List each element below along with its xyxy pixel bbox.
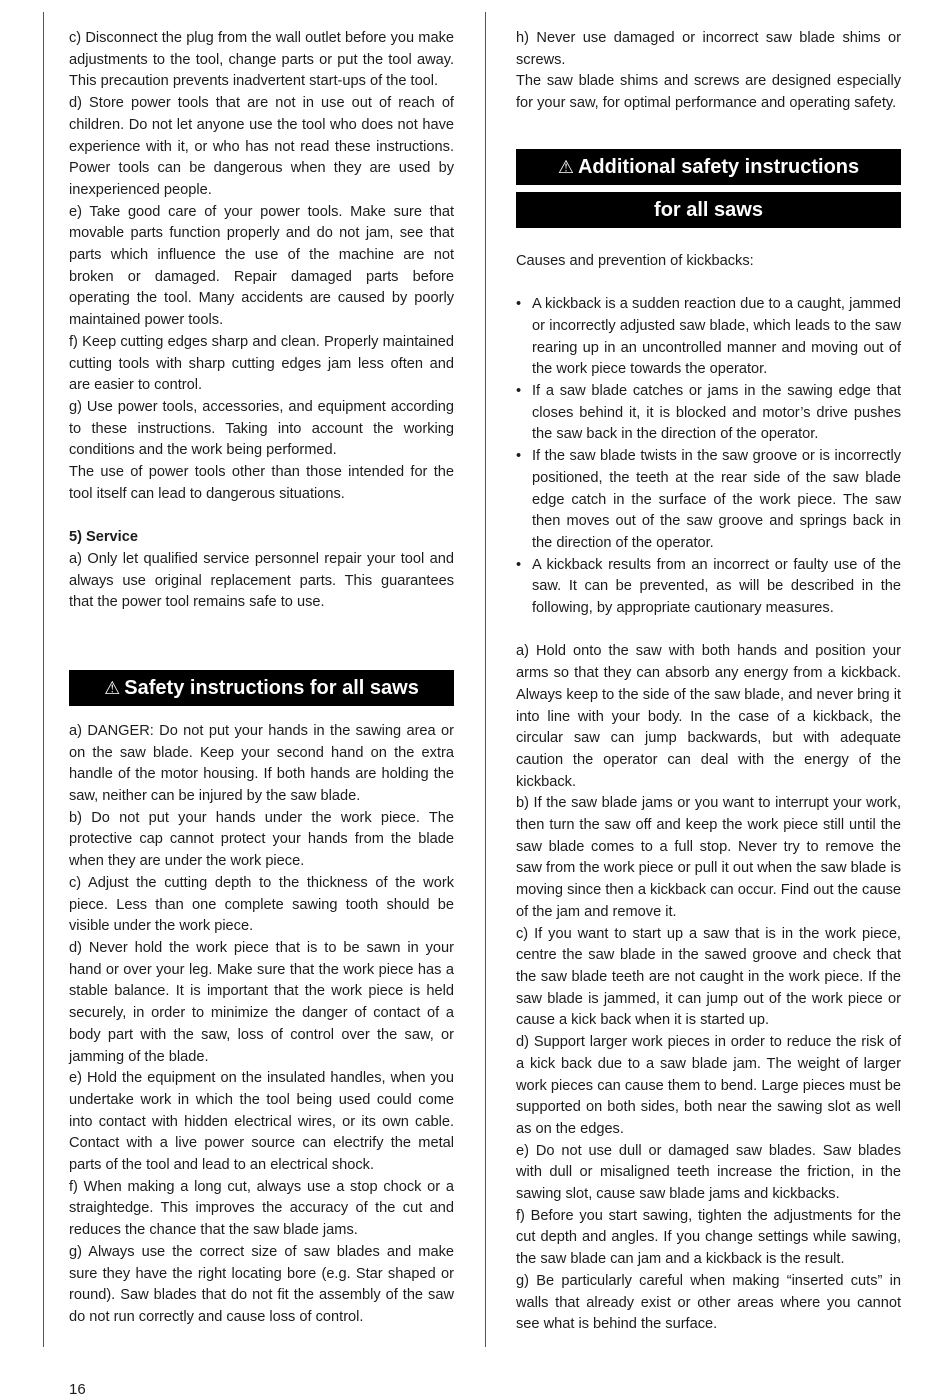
saws-paragraph-f: f) When making a long cut, always use a stop chock or a straightedge. This improves the accuracy of the cut and reduces the chance that the saw blade jams. (69, 1178, 454, 1239)
paragraph-h-continued: The saw blade shims and screws are designed especially for your saw, for optimal performance and operating safety. (516, 73, 901, 112)
right-column (516, 28, 901, 1336)
kickback-paragraph-a: a) Hold onto the saw with both hands and position your arms so that they can absorb any energy from a kickback. Always keep to the side of the saw blade, and never bring it into line with your body. In the case of a kickback, the circular saw can jump backwards, but with adequate caution the operator can deal with the energy of the kickback. (516, 643, 901, 790)
kickback-causes-list (516, 294, 901, 620)
list-item: • If a saw blade catches or jams in the sawing edge that closes behind it, it is blocked and motor’s drive pushes the saw back in the direction of the operator. (516, 381, 901, 446)
paragraph-f: f) Keep cutting edges sharp and clean. Properly maintained cutting tools with sharp cutting edges jam less often and are easier to control. (69, 333, 454, 394)
saws-paragraph-a: a) DANGER: Do not put your hands in the sawing area or on the saw blade. Keep your second hand on the extra handle of the motor housing. If both hands are holding the saw, neither can be injured by the saw blade. (69, 722, 454, 805)
saws-paragraph-b: b) Do not put your hands under the work piece. The protective cap cannot protect your hands from the blade when they are under the work piece. (69, 809, 454, 870)
warning-triangle-icon: ⚠ (557, 156, 574, 177)
kickback-paragraph-b: b) If the saw blade jams or you want to interrupt your work, then turn the saw off and keep the work piece still until the saw blade comes to a full stop. Never try to remove the saw from the work piece or pull it out when the saw blade is moving since then a kickback can occur. Find out the cause of the jam and remove it. (516, 795, 901, 920)
kickback-paragraph-d: d) Support larger work pieces in order to reduce the risk of a kick back due to a saw blade jam. The weight of larger work pieces can cause them to bend. Large pieces must be supported on both sides, both near the sawing slot as well as on the edges. (516, 1034, 901, 1137)
center-column-rule (485, 12, 486, 1347)
additional-safety-heading-bar (516, 149, 901, 185)
paragraph-c: c) Disconnect the plug from the wall outlet before you make adjustments to the tool, change parts or put the tool away. This precaution prevents inadvertent start-ups of the tool. (69, 30, 454, 90)
kickback-paragraph-f: f) Before you start sawing, tighten the adjustments for the cut depth and angles. If you change settings while sawing, the saw blade can jam and a kickback is the result. (516, 1207, 901, 1268)
kickback-paragraph-c: c) If you want to start up a saw that is in the work piece, centre the saw blade in the sawed groove and check that the saw blade teeth are not caught in the work piece. If the saw blade is jammed, it can jump out of the work piece or cause a kick back when it is started up. (516, 925, 901, 1029)
saws-paragraph-d: d) Never hold the work piece that is to be sawn in your hand or over your leg. Make sure that the work piece has a stable balance. It is important that the work piece is held securely, in order to minimize the danger of contact of a body part with the saw, loss of control over the saw, or jamming of the blade. (69, 940, 454, 1065)
paragraph-h: h) Never use damaged or incorrect saw blade shims or screws. (516, 30, 901, 68)
saws-paragraph-g: g) Always use the correct size of saw blades and make sure they have the right locating bore (e.g. Star shaped or round). Saw blades that do not fit the assembly of the saw do not run correctly and cause loss of control. (69, 1243, 454, 1325)
saws-safety-heading: Safety instructions for all saws (124, 676, 419, 699)
paragraph-d: d) Store power tools that are not in use out of reach of children. Do not let anyone use the tool who does not have experience with it, or who has not read these instructions. Power tools can be dangerous when they are used by inexperienced people. (69, 95, 454, 198)
additional-safety-heading-line2: for all saws (654, 198, 763, 221)
left-margin-rule (43, 12, 44, 1347)
paragraph-g: g) Use power tools, accessories, and equipment according to these instructions. Taking into account the working conditions and the work being performed. (69, 398, 454, 459)
list-item: • A kickback is a sudden reaction due to a caught, jammed or incorrectly adjusted saw blade, which leads to the saw rearing up in an uncontrolled manner and moving out of the work piece towards the operator. (516, 294, 901, 381)
list-item: • A kickback results from an incorrect or faulty use of the saw. It can be prevented, as will be described in the following, by appropriate cautionary measures. (516, 555, 901, 620)
saws-paragraph-c: c) Adjust the cutting depth to the thickness of the work piece. Less than one complete sawing tooth should be visible under the work piece. (69, 874, 454, 935)
page-number: 16 (69, 1381, 86, 1398)
saws-safety-heading-bar (69, 670, 454, 706)
saws-paragraph-e: e) Hold the equipment on the insulated handles, when you undertake work in which the tool being used could come into contact with hidden electrical wires, or its own cable. Contact with a live power source can electrify the metal parts of the tool and lead to an electrical shock. (69, 1070, 454, 1174)
list-item: • If the saw blade twists in the saw groove or is incorrectly positioned, the teeth at the rear side of the saw blade edge catch in the surface of the work piece. The saw then moves out of the saw groove and springs back in the direction of the operator. (516, 446, 901, 555)
left-column (69, 28, 454, 1329)
kickback-intro: Causes and prevention of kickbacks: (516, 252, 754, 269)
service-paragraph-a: a) Only let qualified service personnel repair your tool and always use original replacement parts. This guarantees that the power tool remains safe to use. (69, 550, 454, 611)
warning-triangle-icon: ⚠ (104, 677, 121, 698)
paragraph-e: e) Take good care of your power tools. Make sure that movable parts function properly and do not jam, see that parts which influence the use of the machine are not broken or damaged. Repair damaged parts before operating the tool. Many accidents are caused by poorly maintained power tools. (69, 203, 454, 329)
additional-safety-heading-line1: Additional safety instructions (577, 155, 860, 178)
paragraph-g-continued: The use of power tools other than those intended for the tool itself can lead to dangerous situations. (69, 464, 454, 502)
kickback-paragraph-g: g) Be particularly careful when making “inserted cuts” in walls that already exist or other areas where you cannot see what is behind the surface. (516, 1272, 901, 1333)
additional-safety-heading-bar-2 (516, 192, 901, 228)
kickback-paragraph-e: e) Do not use dull or damaged saw blades. Saw blades with dull or misaligned teeth increase the friction, in the sawing slot, cause saw blade jams and kickbacks. (516, 1142, 901, 1203)
service-heading: 5) Service (69, 529, 138, 546)
